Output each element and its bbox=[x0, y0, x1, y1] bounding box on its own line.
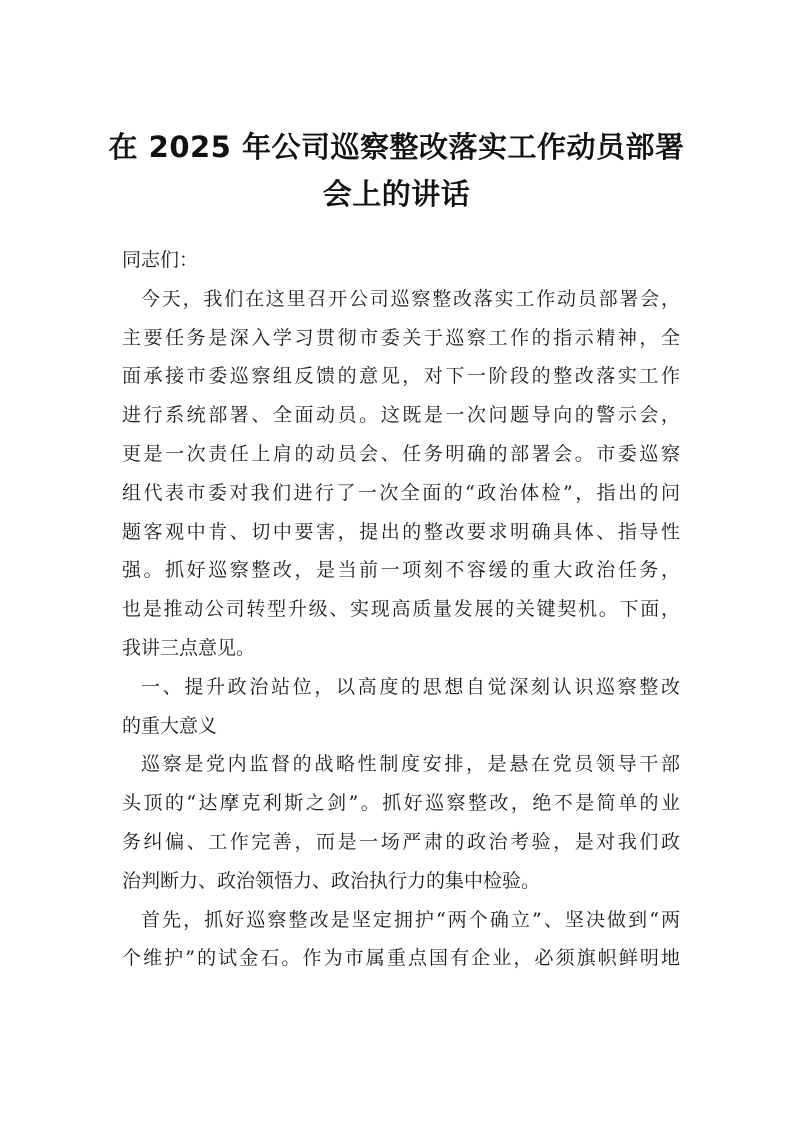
body-text-line: 一、提升政治站位，以高度的思想自觉深刻认识巡察整改 bbox=[141, 675, 680, 698]
body-text-line: 主要任务是深入学习贯彻市委关于巡察工作的指示精神，全 bbox=[122, 326, 680, 349]
body-text-line: 同志们： bbox=[122, 249, 199, 271]
body-text-line: 头顶的“达摩克利斯之剑”。抓好巡察整改，绝不是简单的业 bbox=[122, 792, 680, 815]
body-text-line: 的重大意义 bbox=[122, 714, 218, 737]
document-title-line-1: 在 2025 年公司巡察整改落实工作动员部署 bbox=[108, 130, 685, 164]
body-text-line: 治判断力、政治领悟力、政治执行力的集中检验。 bbox=[122, 869, 541, 892]
body-text-line: 也是推动公司转型升级、实现高质量发展的关键契机。下面， bbox=[122, 598, 680, 621]
body-text-line: 个维护”的试金石。作为市属重点国有企业，必须旗帜鲜明地 bbox=[122, 947, 680, 970]
body-text-line: 面承接市委巡察组反馈的意见，对下一阶段的整改落实工作 bbox=[122, 365, 680, 388]
body-text-line: 巡察是党内监督的战略性制度安排，是悬在党员领导干部 bbox=[141, 753, 680, 776]
body-text-line: 务纠偏、工作完善，而是一场严肃的政治考验，是对我们政 bbox=[122, 830, 680, 853]
body-text-line: 题客观中肯、切中要害，提出的整改要求明确具体、指导性 bbox=[122, 520, 680, 543]
body-text-line: 我讲三点意见。 bbox=[122, 636, 256, 659]
body-text-line: 组代表市委对我们进行了一次全面的“政治体检”，指出的问 bbox=[122, 481, 680, 504]
body-text-line: 今天，我们在这里召开公司巡察整改落实工作动员部署会， bbox=[141, 287, 680, 310]
body-text-line: 首先，抓好巡察整改是坚定拥护“两个确立”、坚决做到“两 bbox=[141, 908, 680, 931]
body-text-line: 更是一次责任上肩的动员会、任务明确的部署会。市委巡察 bbox=[122, 442, 680, 465]
document-title-line-2: 会上的讲话 bbox=[322, 177, 471, 211]
document-body bbox=[122, 241, 680, 978]
body-text-line: 进行系统部署、全面动员。这既是一次问题导向的警示会， bbox=[122, 404, 680, 427]
body-text-line: 强。抓好巡察整改，是当前一项刻不容缓的重大政治任务， bbox=[122, 559, 680, 582]
